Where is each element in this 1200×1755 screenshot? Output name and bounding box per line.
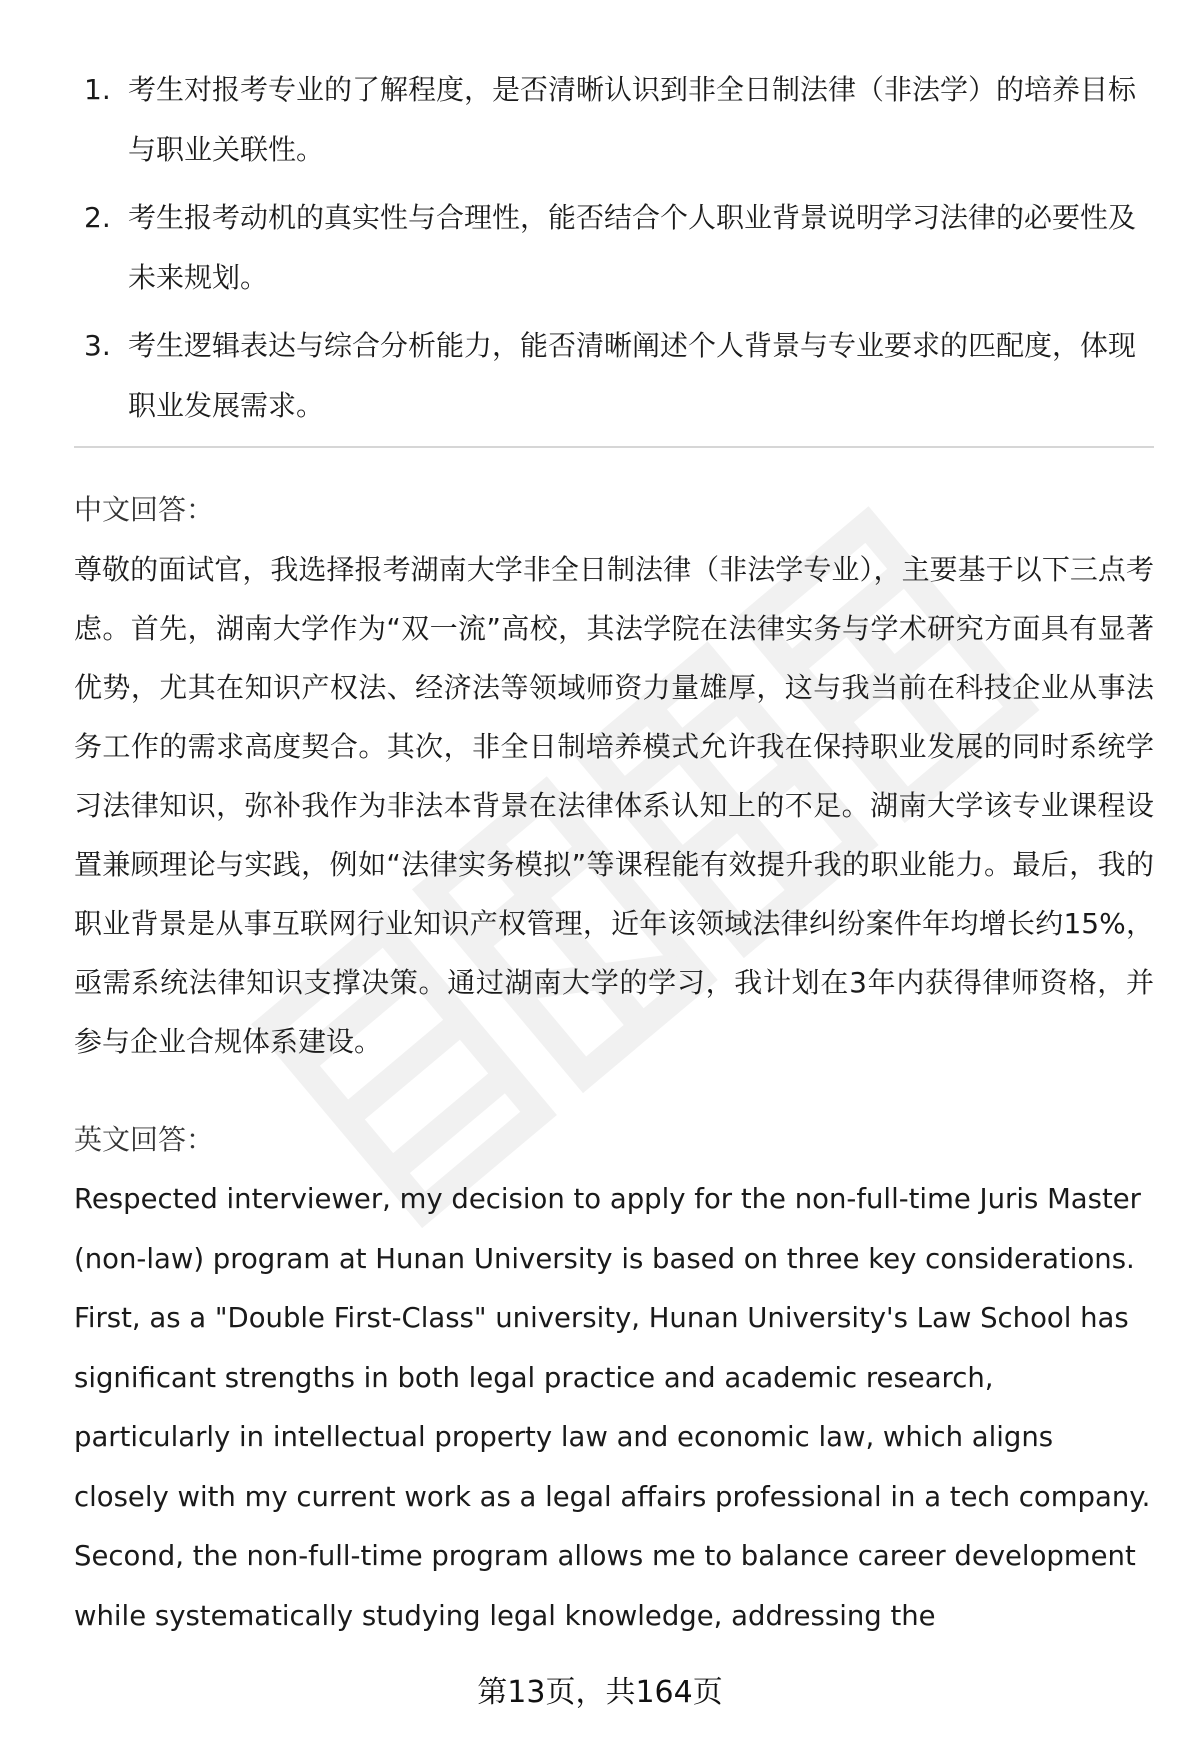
- criteria-number: 2.: [84, 201, 111, 234]
- criteria-number: 1.: [84, 73, 111, 106]
- criteria-text: 考生逻辑表达与综合分析能力，能否清晰阐述个人背景与专业要求的匹配度，体现职业发展需求。: [128, 329, 1137, 422]
- criteria-text: 考生对报考专业的了解程度，是否清晰认识到非全日制法律（非法学）的培养目标与职业关联性。: [128, 73, 1137, 166]
- chinese-answer-heading: 中文回答：: [74, 493, 215, 526]
- criteria-text: 考生报考动机的真实性与合理性，能否结合个人职业背景说明学习法律的必要性及未来规划。: [128, 201, 1137, 294]
- english-answer-section: [74, 1110, 1154, 1646]
- evaluation-criteria-list: [74, 60, 1154, 444]
- criteria-item: [74, 316, 1154, 436]
- section-divider: [74, 446, 1154, 448]
- chinese-answer-body: 尊敬的面试官，我选择报考湖南大学非全日制法律（非法学专业），主要基于以下三点考虑。首先，湖南大学作为“双一流”高校，其法学院在法律实务与学术研究方面具有显著优势，尤其在知识产权法、经济法等领域师资力量雄厚，这与我当前在科技企业从事法务工作的需求高度契合。其次，非全日制培养模式允许我在保持职业发展的同时系统学习法律知识，弥补我作为非法本背景在法律体系认知上的不足。湖南大学该专业课程设置兼顾理论与实践，例如“法律实务模拟”等课程能有效提升我的职业能力。最后，我的职业背景是从事互联网行业知识产权管理，近年该领域法律纠纷案件年均增长约15%，亟需系统法律知识支撑决策。通过湖南大学的学习，我计划在3年内获得律师资格，并参与企业合规体系建设。: [74, 553, 1154, 1058]
- page-indicator: 第13页，共164页: [477, 1675, 723, 1710]
- chinese-answer-section: [74, 480, 1154, 1071]
- english-answer-body: Respected interviewer, my decision to apply for the non-full-time Juris Master (non-law) program at Hunan University is based on three key considerations. First, as a "Double First-Class" university, Hunan University's Law School has significant strengths in both legal practice and academic research, particularly in intellectual property law and economic law, which aligns closely with my current work as a legal affairs professional in a tech company. Second, the non-full-time program allows me to balance career development while systematically studying legal knowledge, addressing the: [74, 1183, 1151, 1632]
- criteria-item: [74, 60, 1154, 180]
- criteria-item: [74, 188, 1154, 308]
- english-answer-heading: 英文回答：: [74, 1123, 215, 1156]
- criteria-number: 3.: [84, 329, 111, 362]
